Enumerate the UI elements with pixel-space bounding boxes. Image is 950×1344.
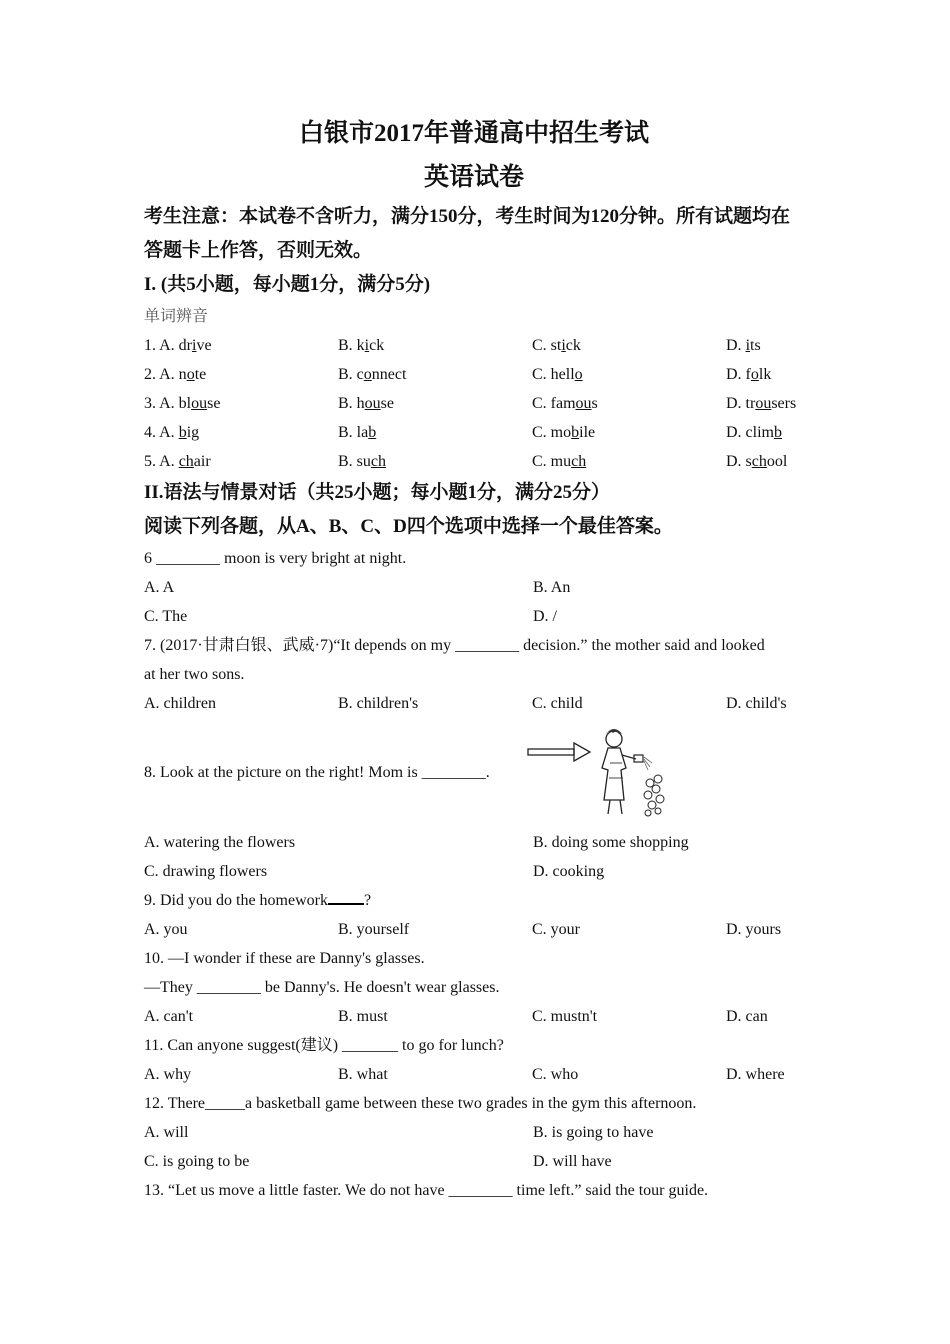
phonetics-option <box>144 418 338 447</box>
q8-option-d: D. cooking <box>533 863 605 880</box>
phonetics-option <box>726 447 787 476</box>
option-text-post: ile <box>579 424 596 441</box>
option-text-post: ts <box>750 337 761 354</box>
underlined-letters: b <box>571 424 580 441</box>
option-text-pre: C. fam <box>532 395 576 412</box>
section1-heading: I. (共5小题，每小题1分，满分5分) <box>144 274 431 295</box>
underlined-letters: i <box>561 337 566 354</box>
option-text-post: ck <box>565 337 581 354</box>
underlined-letters: o <box>186 366 195 383</box>
q8-options-row1 <box>144 828 804 857</box>
option-text-post: ve <box>196 337 212 354</box>
q7-option-d: D. child's <box>726 695 787 712</box>
phonetics-option <box>532 447 726 476</box>
phonetics-option <box>532 331 726 360</box>
q12-option-b: B. is going to have <box>533 1124 654 1141</box>
question-number: 2. <box>144 366 156 383</box>
phonetics-option <box>532 389 726 418</box>
question-number: 4. <box>144 424 156 441</box>
option-text-pre: A. bl <box>159 395 192 412</box>
q10-option-c: C. mustn't <box>532 1008 598 1025</box>
phonetics-question-4 <box>144 418 804 447</box>
underlined-letters: i <box>364 337 370 354</box>
q9-stem-pre: 9. Did you do the homework <box>144 892 328 909</box>
underlined-letters: ou <box>191 395 208 412</box>
option-text-pre: B. k <box>338 337 365 354</box>
q9-stem <box>144 886 804 915</box>
q6-option-d: D. / <box>533 608 557 625</box>
q11-option-a: A. why <box>144 1066 192 1083</box>
q8-stem: 8. Look at the picture on the right! Mom is ________. <box>144 764 490 781</box>
q10-option-b: B. must <box>338 1008 388 1025</box>
q13-stem: 13. “Let us move a little faster. We do not have ________ time left.” said the tour guide. <box>144 1182 709 1199</box>
option-text-pre: D. <box>726 337 746 354</box>
q9-option-a: A. you <box>144 921 188 938</box>
q7-option-a: A. children <box>144 695 216 712</box>
option-text-post: lk <box>758 366 772 383</box>
q6-options-row2 <box>144 602 804 631</box>
underlined-letters: i <box>192 337 197 354</box>
q10-stem-line1: 10. —I wonder if these are Danny's glasses. <box>144 950 425 967</box>
phonetics-option <box>532 418 726 447</box>
q7-stem-line1: 7. (2017·甘肃白银、武威·7)“It depends on my ________ decision.” the mother said and looked <box>144 637 765 654</box>
phonetics-option <box>144 331 338 360</box>
phonetics-question-3 <box>144 389 804 418</box>
q9-stem-post: ? <box>363 892 372 909</box>
option-text-pre: B. su <box>338 453 371 470</box>
q12-option-d: D. will have <box>533 1153 612 1170</box>
q12-options-row2 <box>144 1147 804 1176</box>
exam-title: 白银市2017年普通高中招生考试 <box>298 120 649 147</box>
option-text-post: se <box>207 395 221 412</box>
option-text-pre: B. h <box>338 395 365 412</box>
option-text-post: ool <box>766 453 788 470</box>
q11-options <box>144 1060 804 1089</box>
q7-options <box>144 689 804 718</box>
option-text-pre: D. f <box>726 366 751 383</box>
q11-option-b: B. what <box>338 1066 388 1083</box>
question-number: 1. <box>144 337 156 354</box>
exam-subtitle: 英语试卷 <box>423 164 524 191</box>
q9-option-d: D. yours <box>726 921 782 938</box>
underlined-letters: o <box>363 366 372 383</box>
underlined-letters: o <box>750 366 759 383</box>
q6-option-b: B. An <box>533 579 571 596</box>
q10-option-d: D. can <box>726 1008 768 1025</box>
q7-option-b: B. children's <box>338 695 419 712</box>
phonetics-question-2 <box>144 360 804 389</box>
q6-option-a: A. A <box>144 579 175 596</box>
section1-subheading: 单词辨音 <box>144 308 209 325</box>
q12-options-row1 <box>144 1118 804 1147</box>
option-text-pre: C. hell <box>532 366 575 383</box>
phonetics-option <box>144 447 338 476</box>
q9-option-c: C. your <box>532 921 580 938</box>
underlined-letters: ch <box>178 453 194 470</box>
q9-blank <box>328 889 364 905</box>
q8-stem-row <box>144 718 804 828</box>
phonetics-option <box>144 360 338 389</box>
q7-option-c: C. child <box>532 695 583 712</box>
phonetics-option <box>726 389 796 418</box>
option-text-pre: A. dr <box>159 337 193 354</box>
phonetics-question-5 <box>144 447 804 476</box>
underlined-letters: ou <box>575 395 592 412</box>
q9-option-b: B. yourself <box>338 921 410 938</box>
option-text-pre: B. la <box>338 424 369 441</box>
q11-option-d: D. where <box>726 1066 785 1083</box>
option-text-pre: A. <box>159 424 179 441</box>
section2-heading: II.语法与情景对话（共25小题；每小题1分，满分25分） <box>144 482 611 503</box>
option-text-post: se <box>380 395 394 412</box>
phonetics-option <box>144 389 338 418</box>
q8-option-b: B. doing some shopping <box>533 834 689 851</box>
option-text-pre: B. c <box>338 366 364 383</box>
phonetics-option <box>726 331 761 360</box>
underlined-letters: o <box>574 366 583 383</box>
exam-notice: 考生注意：本试卷不含听力，满分150分，考生时间为120分钟。所有试题均在答题卡上作答，否则无效。 <box>144 206 791 261</box>
q7-stem-line2: at her two sons. <box>144 666 245 683</box>
q6-stem: 6 ________ moon is very bright at night. <box>144 550 407 567</box>
option-text-pre: D. tr <box>726 395 756 412</box>
q12-stem: 12. There_____a basketball game between these two grades in the gym this afternoon. <box>144 1095 697 1112</box>
option-text-pre: C. mu <box>532 453 572 470</box>
q11-option-c: C. who <box>532 1066 579 1083</box>
underlined-letters: b <box>178 424 187 441</box>
underlined-letters: b <box>774 424 782 441</box>
section1-questions <box>144 331 804 476</box>
option-text-pre: C. st <box>532 337 562 354</box>
option-text-post: ig <box>186 424 200 441</box>
phonetics-option <box>726 418 782 447</box>
phonetics-question-1 <box>144 331 804 360</box>
q8-option-a: A. watering the flowers <box>144 834 296 851</box>
option-text-post: te <box>194 366 207 383</box>
q8-options-row2 <box>144 857 804 886</box>
q10-stem-line2: —They ________ be Danny's. He doesn't wear glasses. <box>144 979 500 996</box>
q10-option-a: A. can't <box>144 1008 194 1025</box>
section2-instruction: 阅读下列各题，从A、B、C、D四个选项中选择一个最佳答案。 <box>144 516 673 537</box>
q11-stem: 11. Can anyone suggest(建议) _______ to go for lunch? <box>144 1037 504 1054</box>
option-text-pre: D. s <box>726 453 752 470</box>
option-text-post: ck <box>369 337 385 354</box>
phonetics-option <box>338 447 532 476</box>
underlined-letters: b <box>368 424 377 441</box>
underlined-letters: i <box>745 337 751 354</box>
phonetics-option <box>338 360 532 389</box>
phonetics-option <box>338 418 532 447</box>
q9-options <box>144 915 804 944</box>
phonetics-option <box>338 331 532 360</box>
underlined-letters: ou <box>364 395 381 412</box>
q10-options <box>144 1002 804 1031</box>
q12-option-c: C. is going to be <box>144 1153 250 1170</box>
underlined-letters: ch <box>370 453 387 470</box>
q6-option-c: C. The <box>144 608 188 625</box>
woman-watering-flowers-icon <box>526 723 686 823</box>
question-number: 3. <box>144 395 156 412</box>
question-number: 5. <box>144 453 156 470</box>
underlined-letters: ou <box>755 395 772 412</box>
option-text-post: s <box>591 395 598 412</box>
phonetics-option <box>532 360 726 389</box>
option-text-pre: A. <box>159 453 179 470</box>
option-text-pre: A. n <box>159 366 187 383</box>
option-text-post: nnect <box>371 366 407 383</box>
option-text-post: sers <box>771 395 797 412</box>
q12-option-a: A. will <box>144 1124 189 1141</box>
exam-page <box>144 112 804 1205</box>
option-text-post: air <box>193 453 211 470</box>
option-text-pre: D. clim <box>726 424 774 441</box>
q8-option-c: C. drawing flowers <box>144 863 268 880</box>
option-text-pre: C. mo <box>532 424 572 441</box>
phonetics-option <box>726 360 771 389</box>
q6-options-row1 <box>144 573 804 602</box>
underlined-letters: ch <box>571 453 587 470</box>
underlined-letters: ch <box>751 453 767 470</box>
phonetics-option <box>338 389 532 418</box>
